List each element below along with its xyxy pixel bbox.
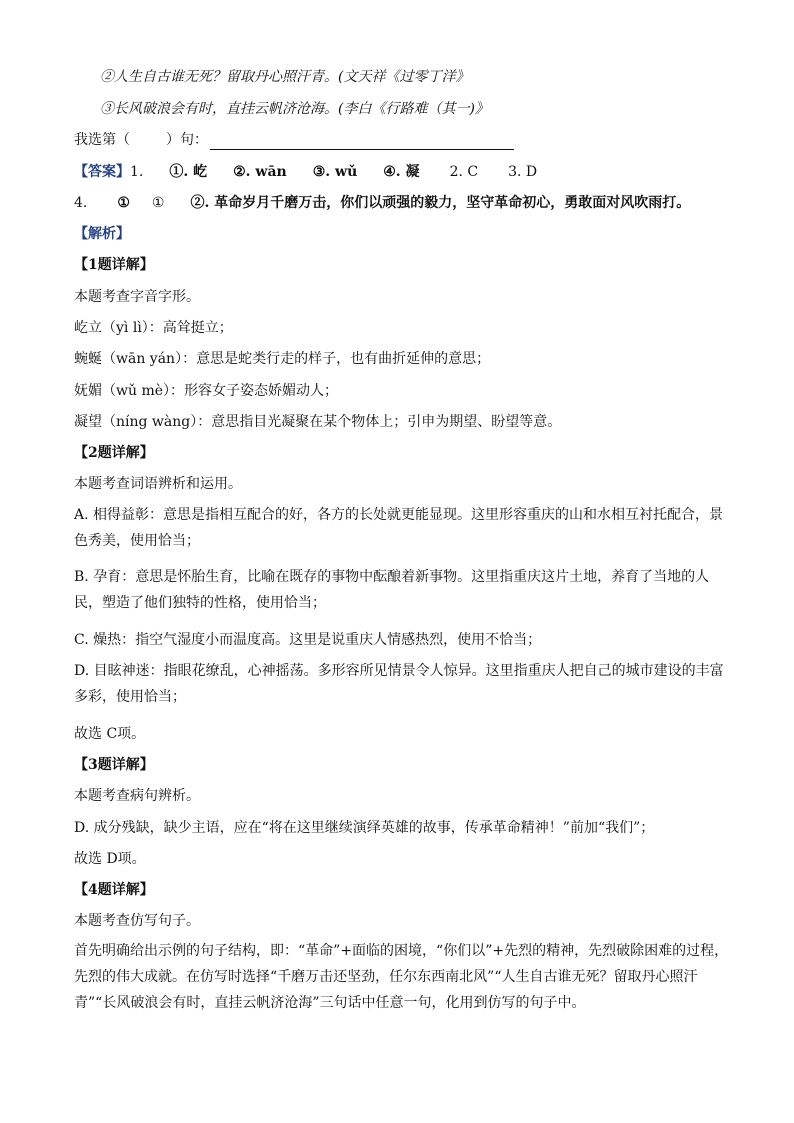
q2-header: 【2题详解】 [74, 445, 154, 461]
answer-part: 4. [74, 195, 88, 211]
poem-option-2 [100, 67, 734, 87]
q1-item: 凝望（níng wàng）：意思指目光凝聚在某个物体上；引申为期望、盼望等意。 [74, 414, 562, 430]
q1-header: 【1题详解】 [74, 257, 154, 273]
answer-part: ②. 革命岁月千磨万击，你们以顽强的毅力，坚守革命初心，勇敢面对风吹雨打。 [190, 195, 691, 211]
q1-intro: 本题考查字音字形。 [74, 289, 200, 305]
q2-item: B. 孕育：意思是怀胎生育，比喻在既存的事物中酝酿着新事物。这里指重庆这片土地，养育了当地的人民，塑造了他们独特的性格，使用恰当； [74, 569, 710, 611]
q4-intro: 本题考查仿写句子。 [74, 913, 200, 929]
q4-body: 首先明确给出示例的句子结构，即：“革命”+面临的困境，“你们以”+先烈的精神，先烈破除困难的过程，先烈的伟大成就。在仿写时选择“千磨万击还坚劲，任尔东西南北风”“人生自古谁无死？留取丹心照汗青”“长风破浪会有时，直挂云帆济沧海”三句话中任意一句，化用到仿写的句子中。 [74, 943, 729, 1011]
poem-option-3 [100, 99, 734, 119]
answer-part: ① [151, 195, 165, 211]
q4-header: 【4题详解】 [74, 882, 154, 898]
q1-item: 屹立（yì lì）：高耸挺立； [74, 320, 233, 336]
q3-item: D. 成分残缺，缺少主语，应在“将在这里继续演绎英雄的故事，传承革命精神！”前加“我们”； [74, 820, 655, 836]
answer-part: 3. D [508, 164, 538, 180]
poem-option-3-text: ③长风破浪会有时，直挂云帆济沧海。(李白《行路难（其一)》 [100, 101, 489, 117]
analysis-tag: 【解析】 [74, 226, 130, 242]
q1-item: 妩媚（wǔ mè）：形容女子姿态娇媚动人； [74, 383, 339, 399]
q2-conclusion: 故选 C项。 [74, 726, 146, 742]
poem-option-2-text: ②人生自古谁无死？留取丹心照汗青。(文天祥《过零丁洋》 [100, 69, 470, 85]
q3-header: 【3题详解】 [74, 757, 154, 773]
q2-item: A. 相得益彰：意思是指相互配合的好，各方的长处就更能显现。这里形容重庆的山和水相互衬托配合，景色秀美，使用恰当； [74, 507, 724, 549]
answer-part: ① [117, 195, 130, 211]
q2-intro: 本题考查词语辨析和运用。 [74, 476, 242, 492]
answer-tag: 【答案】 [74, 164, 130, 180]
choice-prompt-prefix: 我选第（ [74, 132, 130, 148]
answer-part: 1. [130, 164, 144, 180]
q3-conclusion: 故选 D项。 [74, 851, 146, 867]
answer-part: 2. C [449, 164, 479, 180]
answer-part: ②. wān [233, 164, 287, 180]
answer-line-2 [74, 193, 734, 213]
choice-prompt [74, 130, 734, 150]
choice-prompt-suffix: ）句： [166, 132, 208, 148]
answer-part: ④. 凝 [383, 164, 420, 180]
q1-item: 蜿蜒（wān yán）：意思是蛇类行走的样子，也有曲折延伸的意思； [74, 351, 491, 367]
answer-part: ①. 屹 [169, 164, 208, 180]
answer-blank-line[interactable] [210, 135, 514, 150]
answer-part: ③. wǔ [312, 164, 358, 180]
answer-line-1 [74, 162, 734, 182]
q2-item: C. 燥热：指空气湿度小而温度高。这里是说重庆人情感热烈，使用不恰当； [74, 632, 542, 648]
q2-item: D. 目眩神迷：指眼花缭乱，心神摇荡。多形容所见情景令人惊异。这里指重庆人把自己的城市建设的丰富多彩，使用恰当； [74, 663, 724, 705]
q3-intro: 本题考查病句辨析。 [74, 788, 200, 804]
